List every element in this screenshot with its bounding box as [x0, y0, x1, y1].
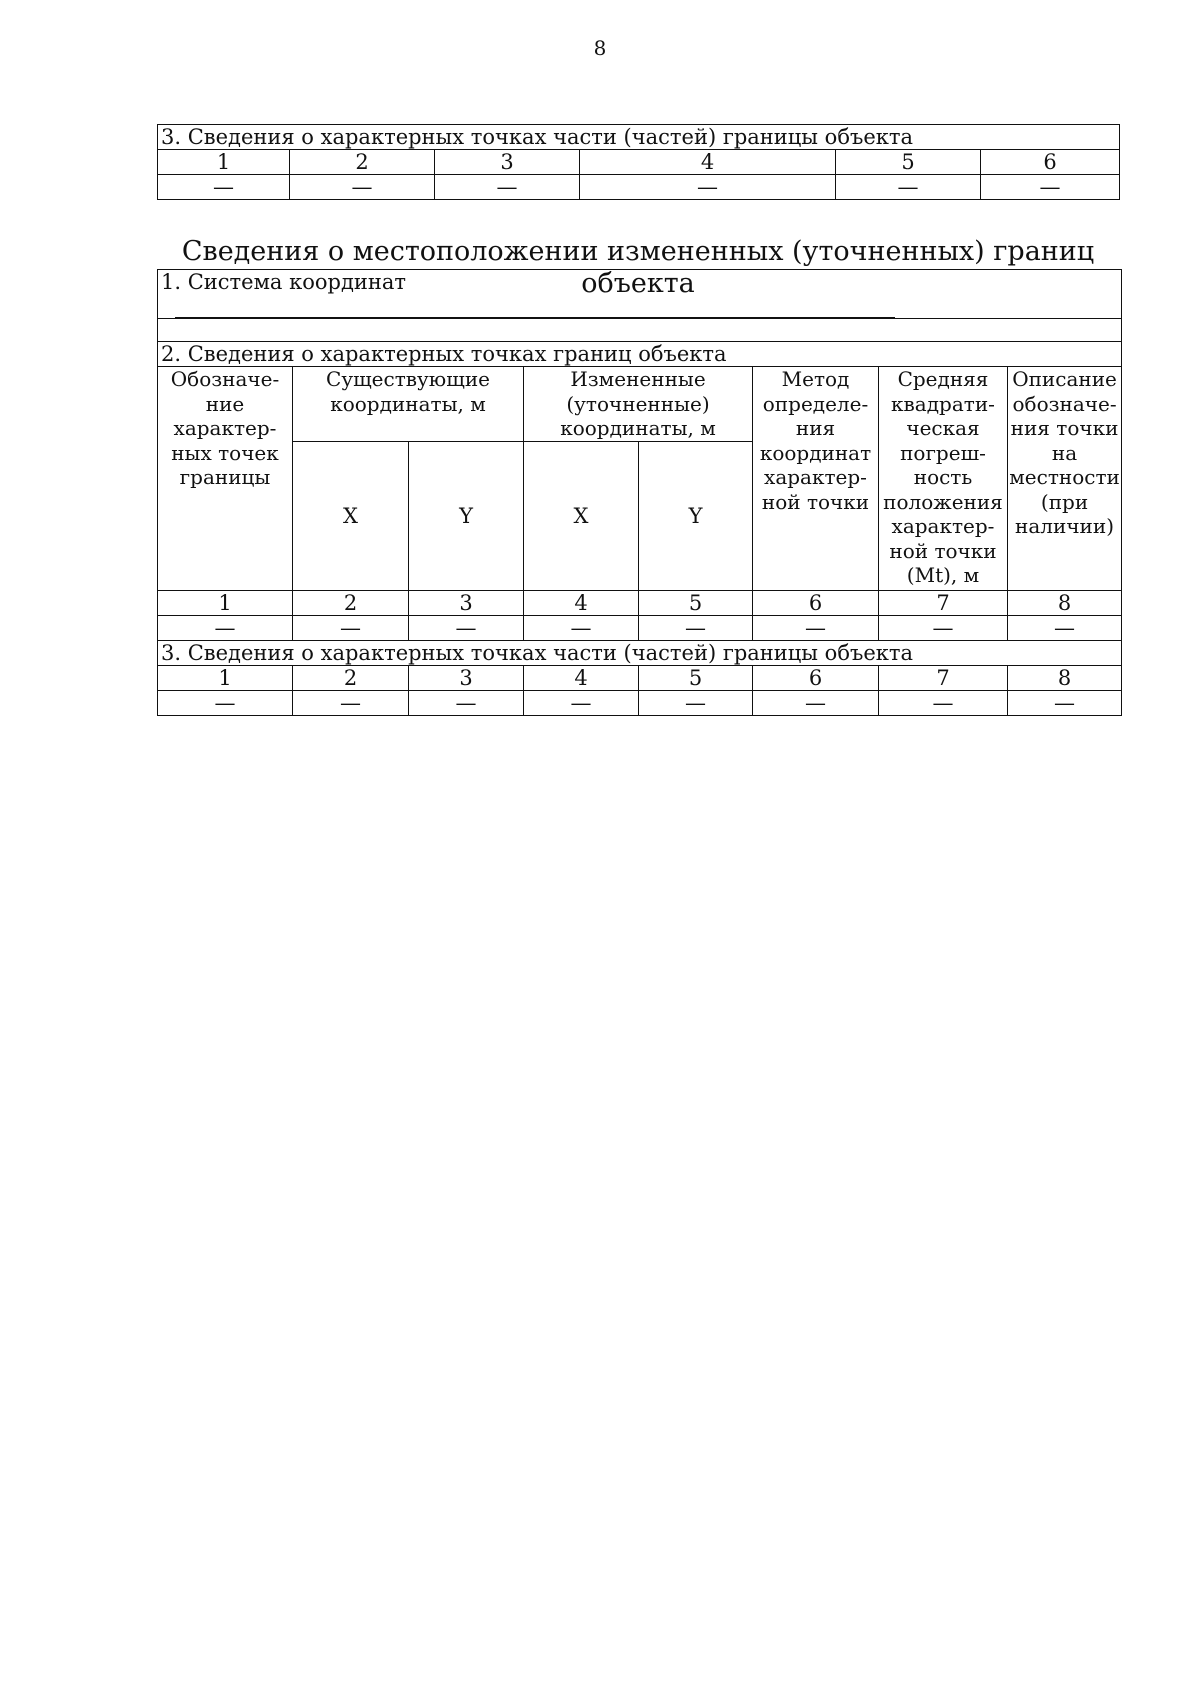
- blank-cell: [158, 319, 1122, 342]
- coord-system-fill-line: [175, 299, 895, 318]
- table-cell: —: [293, 690, 409, 715]
- header-changed-x: X: [524, 441, 639, 590]
- column-number: 6: [753, 665, 879, 690]
- table-cell: —: [524, 615, 639, 640]
- table-cell: —: [158, 175, 290, 200]
- column-number: 1: [158, 150, 290, 175]
- table-cell: —: [879, 615, 1008, 640]
- section-title: Сведения о местоположении измененных (уточненных) границ объекта: [181, 236, 1095, 299]
- column-number: 3: [409, 665, 524, 690]
- table-row: [158, 690, 1122, 715]
- header-existing-coords: Существующие координаты, м: [293, 367, 524, 442]
- table-cell: —: [409, 690, 524, 715]
- table-cell: —: [639, 690, 753, 715]
- column-number: 2: [293, 665, 409, 690]
- table-cell: —: [435, 175, 580, 200]
- header-method: Метод определе- ния координат характер- ной точки: [753, 367, 879, 591]
- blank-row: [158, 319, 1122, 342]
- table-cell: —: [580, 175, 836, 200]
- table-title: 3. Сведения о характерных точках части (частей) границы объекта: [158, 125, 1120, 150]
- table-cell: —: [981, 175, 1120, 200]
- table-cell: —: [158, 615, 293, 640]
- points-table-title: 2. Сведения о характерных точках границ объекта: [158, 342, 1122, 367]
- column-number: 8: [1008, 665, 1122, 690]
- table-cell: —: [158, 690, 293, 715]
- page-number: 8: [593, 36, 607, 60]
- table-title-row: [158, 125, 1120, 150]
- column-number: 5: [639, 590, 753, 615]
- parts-table-title: 3. Сведения о характерных точках части (частей) границы объекта: [158, 640, 1122, 665]
- header-existing-y: Y: [409, 441, 524, 590]
- table-cell: —: [290, 175, 435, 200]
- header-designation: Обозначе- ние характер- ных точек границы: [158, 367, 293, 591]
- table-title-row: [158, 342, 1122, 367]
- coord-system-cell: [158, 270, 1122, 319]
- column-number: 4: [524, 665, 639, 690]
- parts-points-table-top: [157, 124, 1120, 200]
- header-changed-coords: Измененные (уточненные) координаты, м: [524, 367, 753, 442]
- table-cell: —: [753, 615, 879, 640]
- column-number: 4: [524, 590, 639, 615]
- header-existing-x: X: [293, 441, 409, 590]
- table-cell: —: [524, 690, 639, 715]
- table-cell: —: [1008, 615, 1122, 640]
- column-number: 3: [435, 150, 580, 175]
- column-number: 7: [879, 665, 1008, 690]
- column-number: 5: [639, 665, 753, 690]
- column-numbers-row: [158, 150, 1120, 175]
- header-changed-y: Y: [639, 441, 753, 590]
- table-cell: —: [753, 690, 879, 715]
- column-number: 2: [290, 150, 435, 175]
- column-numbers-row: [158, 590, 1122, 615]
- table-row: [158, 175, 1120, 200]
- table-cell: —: [879, 690, 1008, 715]
- table-cell: —: [293, 615, 409, 640]
- column-number: 5: [836, 150, 981, 175]
- column-number: 1: [158, 665, 293, 690]
- header-row: [158, 367, 1122, 442]
- coord-system-row: [158, 270, 1122, 319]
- table-cell: —: [836, 175, 981, 200]
- column-number: 7: [879, 590, 1008, 615]
- coord-system-label: 1. Система координат: [161, 270, 407, 294]
- table-title-row: [158, 640, 1122, 665]
- column-number: 8: [1008, 590, 1122, 615]
- column-number: 4: [580, 150, 836, 175]
- header-error: Средняя квадрати- ческая погреш- ность положения характер- ной точки (Mt), м: [879, 367, 1008, 591]
- column-number: 3: [409, 590, 524, 615]
- table-cell: —: [409, 615, 524, 640]
- table-row: [158, 615, 1122, 640]
- table-cell: —: [1008, 690, 1122, 715]
- changed-boundaries-table: [157, 269, 1122, 716]
- column-number: 2: [293, 590, 409, 615]
- column-number: 6: [753, 590, 879, 615]
- table-cell: —: [639, 615, 753, 640]
- column-number: 1: [158, 590, 293, 615]
- header-description: Описание обозначе- ния точки на местности (при наличии): [1008, 367, 1122, 591]
- column-number: 6: [981, 150, 1120, 175]
- column-numbers-row: [158, 665, 1122, 690]
